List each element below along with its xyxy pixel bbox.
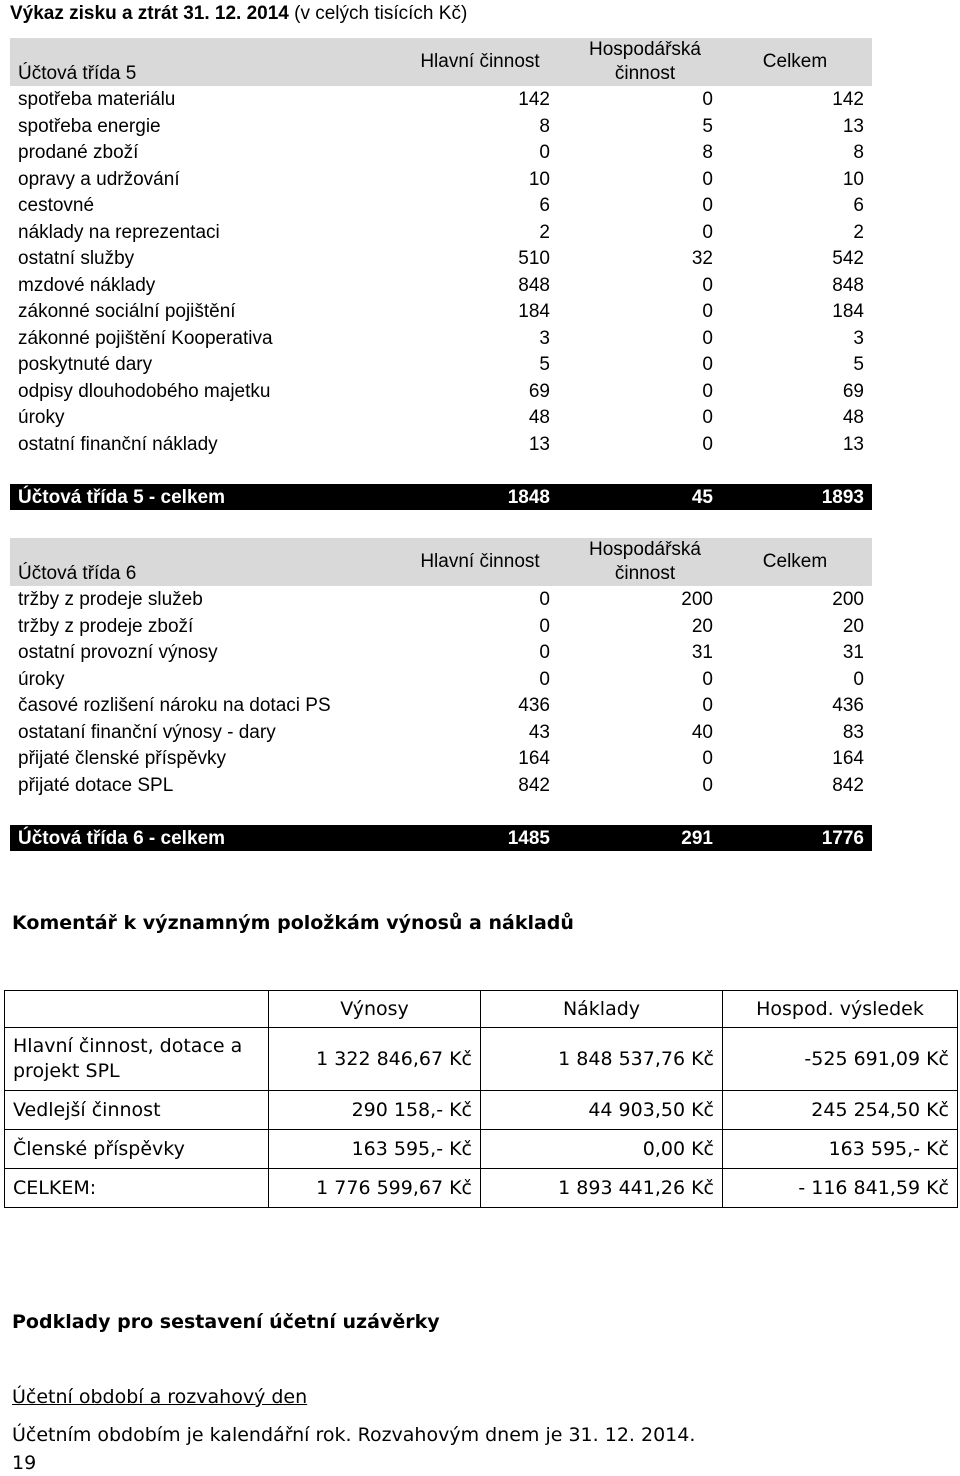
account-class-6-table <box>10 538 872 849</box>
header-economic-activity: Hospodářská činnost <box>589 539 701 584</box>
summary-row <box>5 1028 958 1091</box>
total-label: Účtová třída 6 - celkem <box>18 828 225 849</box>
row-label: prodané zboží <box>18 142 139 163</box>
summary-row-costs: 1 893 441,26 Kč <box>481 1169 723 1208</box>
table-row <box>10 613 872 640</box>
page-number: 19 <box>12 1452 37 1474</box>
summary-row-label: Vedlejší činnost <box>5 1091 269 1130</box>
row-label: přijaté dotace SPL <box>18 774 174 796</box>
row-main-activity: 184 <box>518 301 550 322</box>
row-label: poskytnuté dary <box>18 354 153 375</box>
total-economic: 45 <box>691 487 713 508</box>
table-row <box>10 192 872 219</box>
row-main-activity: 8 <box>539 115 550 137</box>
row-total: 10 <box>842 168 864 190</box>
row-main-activity: 48 <box>528 407 550 428</box>
row-main-activity: 13 <box>528 433 550 455</box>
header-total: Celkem <box>762 551 828 572</box>
table-row <box>10 219 872 246</box>
row-total: 48 <box>842 407 864 428</box>
row-economic-activity: 0 <box>702 695 713 716</box>
row-economic-activity: 0 <box>702 748 713 769</box>
table-row <box>10 586 872 613</box>
row-main-activity: 0 <box>539 668 550 690</box>
table-row <box>10 325 872 352</box>
row-main-activity: 842 <box>518 774 550 796</box>
row-label: ostatní finanční náklady <box>18 433 218 455</box>
row-main-activity: 0 <box>539 642 550 663</box>
row-label: ostatní provozní výnosy <box>18 642 218 663</box>
table-row <box>10 404 872 431</box>
summary-row <box>5 1130 958 1169</box>
summary-header-empty <box>5 991 269 1028</box>
report-title-main: Výkaz zisku a ztrát 31. 12. 2014 <box>10 3 289 24</box>
row-economic-activity: 0 <box>702 221 713 243</box>
header-main-activity: Hlavní činnost <box>420 551 540 572</box>
row-total: 184 <box>832 301 864 322</box>
table-row <box>10 719 872 746</box>
table-row <box>10 86 872 113</box>
table-row <box>10 113 872 140</box>
summary-row-revenue: 163 595,- Kč <box>269 1130 481 1169</box>
summary-row-result: 245 254,50 Kč <box>723 1091 958 1130</box>
header-class-label: Účtová třída 6 <box>18 563 137 584</box>
summary-row-result: - 116 841,59 Kč <box>723 1169 958 1208</box>
table-header <box>10 38 872 86</box>
row-economic-activity: 0 <box>702 168 713 190</box>
row-main-activity: 6 <box>539 195 550 216</box>
header-economic-activity: Hospodářská činnost <box>589 39 701 84</box>
row-total: 2 <box>853 221 864 243</box>
table-row <box>10 351 872 378</box>
header-total: Celkem <box>762 51 828 72</box>
summary-row-label: CELKEM: <box>5 1169 269 1208</box>
row-total: 31 <box>842 642 864 663</box>
row-economic-activity: 5 <box>702 115 713 137</box>
total-row <box>10 825 872 851</box>
table-row <box>10 139 872 166</box>
summary-row <box>5 1091 958 1130</box>
total-sum: 1776 <box>821 828 864 849</box>
table-header <box>10 538 872 586</box>
summary-header-revenue: Výnosy <box>269 991 481 1028</box>
row-main-activity: 5 <box>539 354 550 375</box>
table-row <box>10 745 872 772</box>
row-total: 436 <box>832 695 864 716</box>
row-total: 164 <box>832 748 864 769</box>
row-economic-activity: 20 <box>691 615 713 637</box>
row-total: 5 <box>853 354 864 375</box>
row-total: 842 <box>832 774 864 796</box>
row-main-activity: 0 <box>539 589 550 610</box>
row-economic-activity: 0 <box>702 380 713 402</box>
table-row <box>10 666 872 693</box>
row-total: 3 <box>853 327 864 349</box>
row-main-activity: 142 <box>518 89 550 110</box>
table-body <box>10 86 872 457</box>
row-economic-activity: 200 <box>681 589 713 610</box>
row-main-activity: 164 <box>518 748 550 769</box>
total-label: Účtová třída 5 - celkem <box>18 487 225 508</box>
row-label: náklady na reprezentaci <box>18 221 220 243</box>
summary-row-label: Členské příspěvky <box>5 1130 269 1169</box>
row-economic-activity: 0 <box>702 195 713 216</box>
table-row <box>10 378 872 405</box>
summary-row-costs: 0,00 Kč <box>481 1130 723 1169</box>
summary-row-revenue: 290 158,- Kč <box>269 1091 481 1130</box>
total-main: 1848 <box>507 487 550 508</box>
header-main-activity: Hlavní činnost <box>420 51 540 72</box>
table-row <box>10 772 872 799</box>
period-paragraph: Účetním obdobím je kalendářní rok. Rozvahovým dnem je 31. 12. 2014. <box>12 1424 696 1446</box>
row-total: 0 <box>853 668 864 690</box>
row-label: opravy a udržování <box>18 168 180 190</box>
comment-heading: Komentář k významným položkám výnosů a nákladů <box>12 912 574 934</box>
summary-row-revenue: 1 322 846,67 Kč <box>269 1028 481 1091</box>
row-total: 13 <box>842 433 864 455</box>
row-economic-activity: 31 <box>691 642 713 663</box>
row-economic-activity: 0 <box>702 301 713 322</box>
summary-total-row <box>5 1169 958 1208</box>
table-row <box>10 639 872 666</box>
summary-table <box>4 990 958 1208</box>
row-main-activity: 0 <box>539 142 550 163</box>
row-total: 200 <box>832 589 864 610</box>
row-economic-activity: 32 <box>691 248 713 269</box>
row-label: spotřeba energie <box>18 115 161 137</box>
summary-row-result: 163 595,- Kč <box>723 1130 958 1169</box>
row-main-activity: 69 <box>528 380 550 402</box>
summary-header-costs: Náklady <box>481 991 723 1028</box>
row-main-activity: 0 <box>539 615 550 637</box>
table-row <box>10 272 872 299</box>
row-main-activity: 3 <box>539 327 550 349</box>
row-economic-activity: 0 <box>702 89 713 110</box>
row-total: 6 <box>853 195 864 216</box>
row-main-activity: 510 <box>518 248 550 269</box>
row-economic-activity: 0 <box>702 668 713 690</box>
row-total: 542 <box>832 248 864 269</box>
table-row <box>10 166 872 193</box>
row-main-activity: 43 <box>528 721 550 743</box>
summary-row-costs: 44 903,50 Kč <box>481 1091 723 1130</box>
table-row <box>10 692 872 719</box>
row-economic-activity: 0 <box>702 774 713 796</box>
subsection-heading-period: Účetní období a rozvahový den <box>12 1386 308 1408</box>
row-label: časové rozlišení nároku na dotaci PS <box>18 695 331 716</box>
row-label: ostatní služby <box>18 248 135 269</box>
row-total: 69 <box>842 380 864 402</box>
header-class-label: Účtová třída 5 <box>18 63 137 84</box>
total-sum: 1893 <box>821 487 864 508</box>
table-row <box>10 431 872 458</box>
row-economic-activity: 0 <box>702 354 713 375</box>
summary-row-revenue: 1 776 599,67 Kč <box>269 1169 481 1208</box>
row-main-activity: 848 <box>518 274 550 296</box>
row-main-activity: 10 <box>528 168 550 190</box>
total-economic: 291 <box>681 828 713 849</box>
row-label: úroky <box>18 407 65 428</box>
table-row <box>10 245 872 272</box>
row-economic-activity: 8 <box>702 142 713 163</box>
row-label: zákonné pojištění Kooperativa <box>18 327 273 349</box>
row-label: úroky <box>18 668 65 690</box>
row-label: zákonné sociální pojištění <box>18 301 236 322</box>
row-label: cestovné <box>18 195 95 216</box>
row-economic-activity: 0 <box>702 433 713 455</box>
report-title-unit: (v celých tisících Kč) <box>288 3 468 24</box>
row-economic-activity: 0 <box>702 274 713 296</box>
table-row <box>10 298 872 325</box>
summary-header-row <box>5 991 958 1028</box>
summary-header-result: Hospod. výsledek <box>723 991 958 1028</box>
summary-row-label: Hlavní činnost, dotace a projekt SPL <box>5 1028 269 1091</box>
row-label: tržby z prodeje služeb <box>18 589 203 610</box>
row-total: 8 <box>853 142 864 163</box>
row-total: 20 <box>842 615 864 637</box>
row-label: tržby z prodeje zboží <box>18 615 194 637</box>
row-economic-activity: 0 <box>702 407 713 428</box>
section-heading-podklady: Podklady pro sestavení účetní uzávěrky <box>12 1311 440 1333</box>
row-label: přijaté členské příspěvky <box>18 748 227 769</box>
row-total: 142 <box>832 89 864 110</box>
report-title <box>10 3 467 25</box>
row-total: 83 <box>842 721 864 743</box>
row-economic-activity: 40 <box>691 721 713 743</box>
total-main: 1485 <box>507 828 550 849</box>
row-label: mzdové náklady <box>18 274 156 296</box>
row-main-activity: 436 <box>518 695 550 716</box>
total-row <box>10 484 872 510</box>
table-body <box>10 586 872 798</box>
account-class-5-table <box>10 38 872 508</box>
row-label: ostataní finanční výnosy - dary <box>18 721 276 743</box>
row-label: odpisy dlouhodobého majetku <box>18 380 271 402</box>
row-main-activity: 2 <box>539 221 550 243</box>
summary-row-result: -525 691,09 Kč <box>723 1028 958 1091</box>
row-total: 848 <box>832 274 864 296</box>
row-label: spotřeba materiálu <box>18 89 176 110</box>
row-total: 13 <box>842 115 864 137</box>
summary-row-costs: 1 848 537,76 Kč <box>481 1028 723 1091</box>
row-economic-activity: 0 <box>702 327 713 349</box>
